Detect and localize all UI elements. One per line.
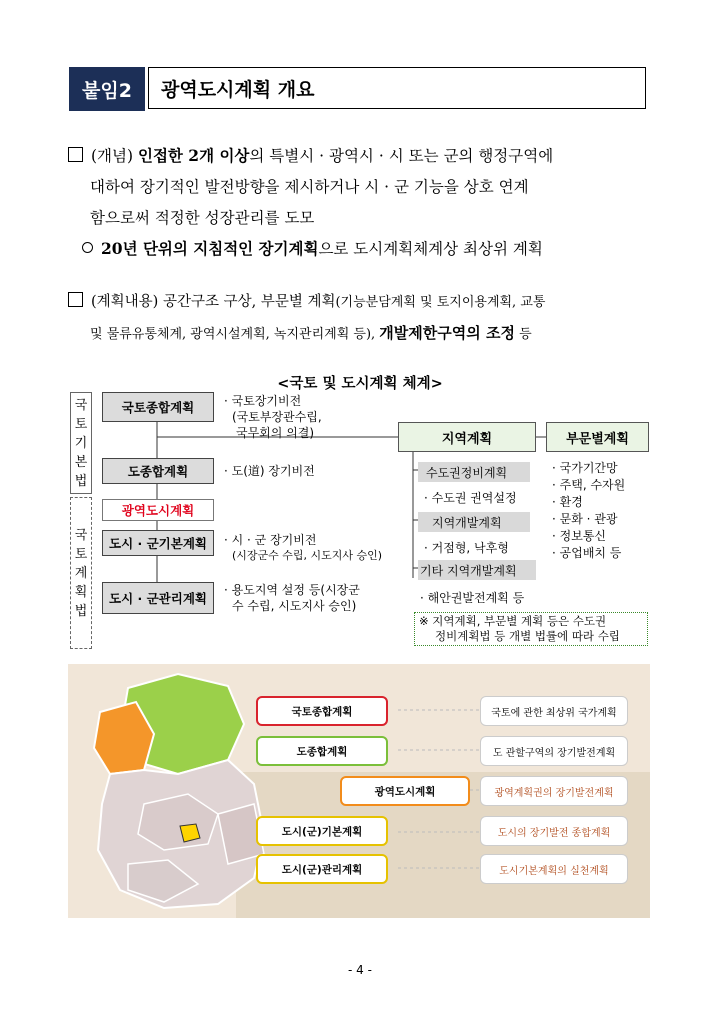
note-city-basic: · 시 · 군 장기비전 (시장군수 수립, 시도지사 승인) xyxy=(224,533,383,562)
diagram-title: <국토 및 도시계획 체계> xyxy=(277,376,443,392)
page-title: 광역도시계획 개요 xyxy=(148,67,646,109)
level-city-basic: 도시(군)기본계획 xyxy=(256,816,388,846)
plan-city-management: 도시 · 군관리계획 xyxy=(102,582,214,614)
regional-item-other-note: · 해안권발전계획 등 xyxy=(420,591,525,605)
desc-national: 국토에 관한 최상위 국가계획 xyxy=(480,696,628,726)
footnote-box: ※ 지역계획, 부문별 계획 등은 수도권 정비계획법 등 개별 법률에 따라 수립 xyxy=(414,612,648,646)
desc-city-basic: 도시의 장기발전 종합계획 xyxy=(480,816,628,846)
plan-national-comprehensive: 국토종합계획 xyxy=(102,392,214,422)
concept-paragraph: (개념) 인접한 2개 이상의 특별시 · 광역시 · 시 또는 군의 행정구역에 대하여 장기적인 발전방향을 제시하거나 시 · 군 기능을 상호 연계 함으로써 적정한 성장관리를 도모 xyxy=(68,140,658,234)
regional-item-capital-note: · 수도권 권역설정 xyxy=(424,491,517,505)
note-national: · 국토장기비전 (국토부장관수립, 국무회의 의결) xyxy=(224,394,322,440)
plan-content-paragraph: (계획내용) 공간구조 구상, 부문별 계획(기능분담계획 및 토지이용계획, 교통 및 물류유통체계, 광역시설계획, 녹지관리계획 등), 개발제한구역의 조정 등 xyxy=(68,287,658,350)
plan-provincial-comprehensive: 도종합계획 xyxy=(102,458,214,484)
note-city-management: · 용도지역 설정 등(시장군 수 수립, 시도지사 승인) xyxy=(224,583,360,613)
regional-item-capital: 수도권정비계획 xyxy=(418,462,530,482)
regional-item-development-note: · 거점형, 낙후형 xyxy=(424,541,509,555)
level-city-management: 도시(군)관리계획 xyxy=(256,854,388,884)
hierarchy-figure xyxy=(68,664,650,918)
regional-plan-box: 지역계획 xyxy=(398,422,536,452)
level-metropolitan: 광역도시계획 xyxy=(340,776,470,806)
regional-item-development: 지역개발계획 xyxy=(418,512,530,532)
sub-bullet: 20년 단위의 지침적인 장기계획으로 도시계획체계상 최상위 계획 xyxy=(82,233,672,265)
law-label-framework-act: 국 토 기 본 법 xyxy=(70,392,92,494)
law-label-planning-act: 국 토 계 획 법 xyxy=(70,497,92,649)
sectoral-items-list: · 국가기간망 · 주택, 수자원 · 환경 · 문화 · 관광 · 정보통신 · 공업배치 등 xyxy=(552,461,626,560)
plan-city-basic: 도시 · 군기본계획 xyxy=(102,530,214,556)
appendix-badge: 붙임2 xyxy=(69,67,145,111)
regional-item-other: 기타 지역개발계획 xyxy=(418,560,536,580)
level-national: 국토종합계획 xyxy=(256,696,388,726)
sectoral-plan-box: 부문별계획 xyxy=(546,422,649,452)
desc-city-management: 도시기본계획의 실천계획 xyxy=(480,854,628,884)
level-provincial: 도종합계획 xyxy=(256,736,388,766)
desc-provincial: 도 관할구역의 장기발전계획 xyxy=(480,736,628,766)
note-provincial: · 도(道) 장기비전 xyxy=(224,464,315,478)
plan-metropolitan-highlight: 광역도시계획 xyxy=(102,499,214,521)
desc-metropolitan: 광역계획권의 장기발전계획 xyxy=(480,776,628,806)
page-number: - 4 - xyxy=(348,963,372,977)
